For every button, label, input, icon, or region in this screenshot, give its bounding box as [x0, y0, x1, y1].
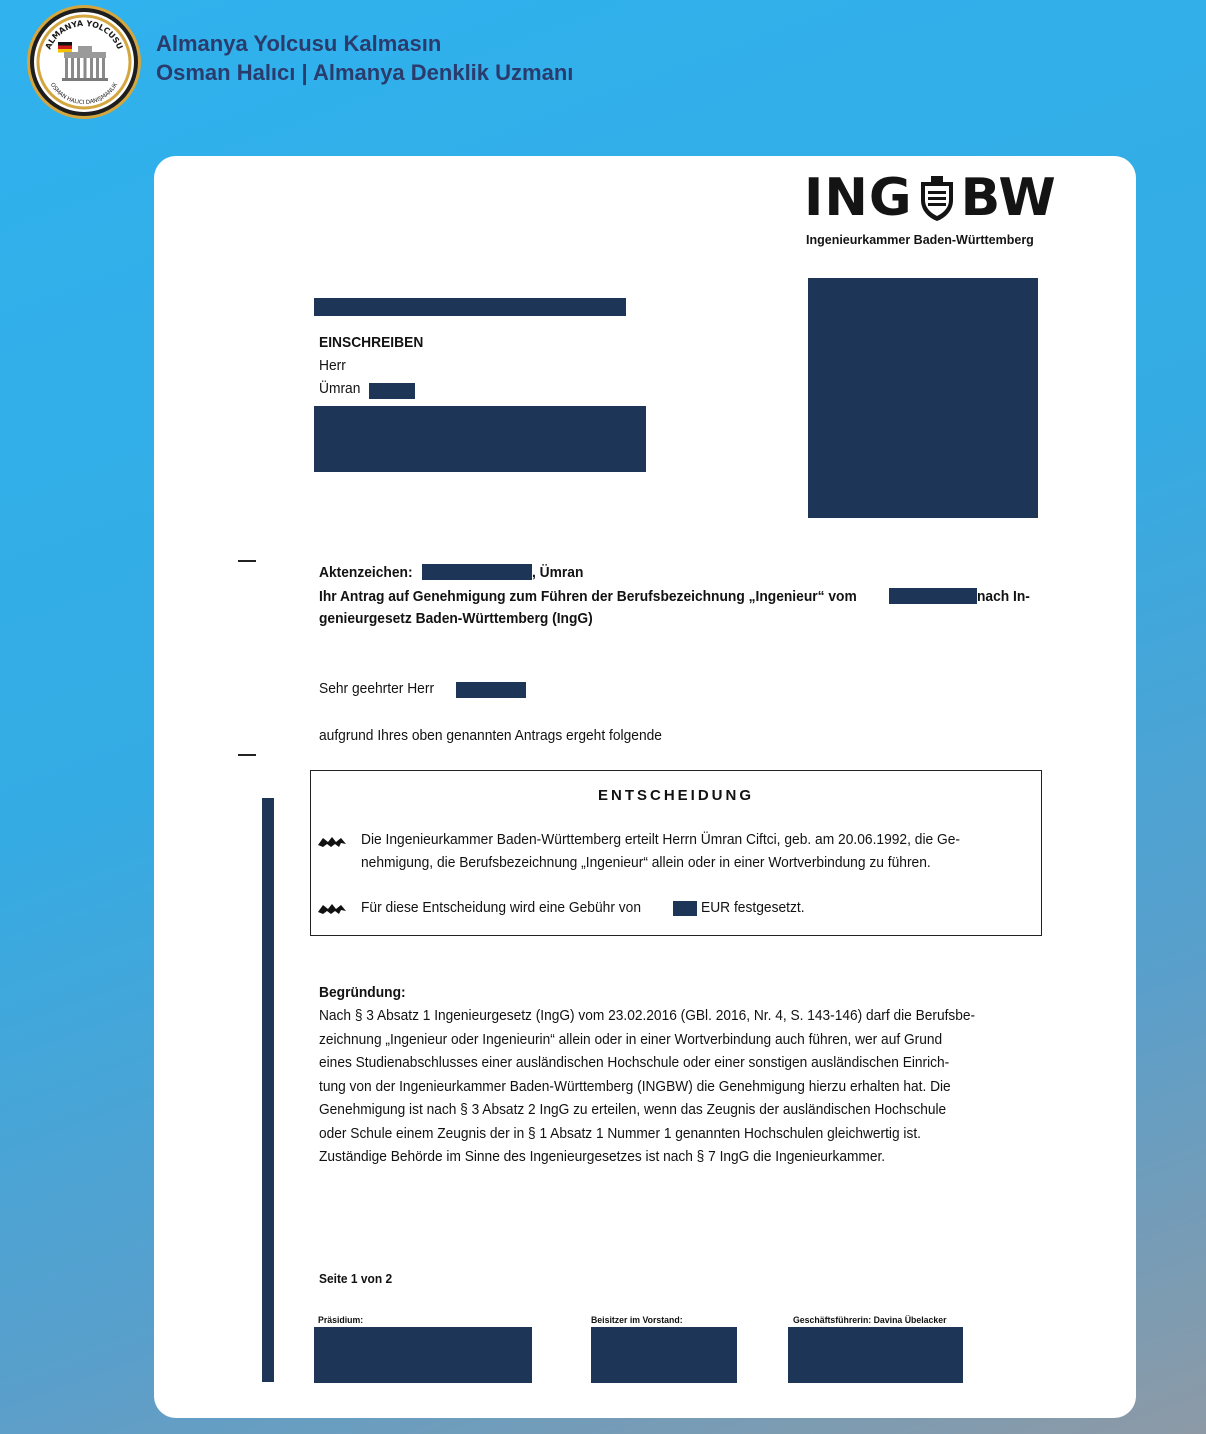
reasoning-line: Nach § 3 Absatz 1 Ingenieurgesetz (IngG) vom 23.02.2016 (GBl. 2016, Nr. 4, S. 143-146) darf die Berufsbe- [319, 1007, 976, 1024]
greeting: Sehr geehrter Herr [319, 680, 435, 697]
reasoning-line: oder Schule einem Zeugnis der in § 1 Absatz 1 Nummer 1 genannten Hochschulen gleichwertig ist. [319, 1124, 921, 1142]
redacted-board-names [591, 1327, 737, 1383]
recipient-title: Herr [319, 357, 346, 374]
subject-line-1-end: nach In- [977, 588, 1030, 605]
fold-mark [238, 560, 256, 562]
brand-left: ING [804, 168, 913, 228]
reference-label: Aktenzeichen: [319, 564, 413, 581]
brand-subtitle: Ingenieurkammer Baden-Württemberg [806, 233, 1034, 247]
recipient-first-name: Ümran [319, 380, 361, 397]
reasoning-line: eines Studienabschlusses einer ausländischen Hochschule oder einer sonstigen ausländischen Einrich- [319, 1054, 950, 1071]
redacted-address [314, 406, 646, 472]
channel-title: Almanya Yolcusu Kalmasın [156, 31, 442, 56]
decision-item-1-line-1: Die Ingenieurkammer Baden-Württemberg erteilt Herrn Ümran Ciftci, geb. am 20.06.1992, die Ge- [361, 831, 961, 848]
reasoning-heading: Begründung: [319, 984, 406, 1001]
redacted-reference-number [422, 564, 532, 580]
redacted-sender-line [314, 298, 626, 316]
channel-subtitle: Osman Halıcı | Almanya Denklik Uzmanı [156, 60, 574, 85]
reasoning-line: zeichnung „Ingenieur oder Ingenieurin“ allein oder in einer Wortverbindung auch führen, wer auf Grund [319, 1030, 943, 1048]
letter-scan [154, 156, 1136, 1418]
brandenburg-gate-icon [34, 12, 134, 112]
reasoning-line: Genehmigung ist nach § 3 Absatz 2 IngG zu erteilen, wenn das Zeugnis der ausländischen Hochschule [319, 1101, 947, 1118]
redacted-greeting-name [456, 682, 526, 698]
redacted-fee-amount [673, 901, 697, 916]
decision-item-2-part-2: EUR festgesetzt. [701, 899, 805, 916]
fold-mark [238, 754, 256, 756]
redacted-margin-bar [262, 798, 274, 1382]
decision-item-1-line-2: nehmigung, die Berufsbezeichnung „Ingenieur“ allein oder in einer Wortverbindung zu führen. [361, 854, 931, 871]
lion-bullet-icon [317, 835, 347, 849]
reasoning-line: Zuständige Behörde im Sinne des Ingenieurgesetzes ist nach § 7 IngG die Ingenieurkammer. [319, 1148, 886, 1165]
mail-type: EINSCHREIBEN [319, 334, 424, 351]
decision-box [310, 770, 1042, 936]
logo-ring-text-bottom: OSMAN HALICI DANIŞMANLIK [48, 82, 120, 107]
reference-suffix: , Ümran [532, 564, 584, 581]
reasoning-line: tung von der Ingenieurkammer Baden-Württemberg (INGBW) die Genehmigung hierzu erhalten hat. Die [319, 1077, 951, 1095]
redacted-director-details [788, 1327, 963, 1383]
coat-of-arms-icon [917, 175, 957, 221]
page-indicator: Seite 1 von 2 [319, 1271, 393, 1286]
redacted-presidium-names [314, 1327, 532, 1383]
subject-line-2: genieurgesetz Baden-Württemberg (IngG) [319, 610, 593, 627]
reasoning-paragraph [319, 1004, 1039, 1169]
decision-item-2-part-1: Für diese Entscheidung wird eine Gebühr von [361, 899, 641, 916]
redacted-contact-block [808, 278, 1038, 518]
footer-presidium-label: Präsidium: [318, 1315, 364, 1326]
ingbw-logo [804, 168, 1057, 228]
brand-logo [30, 8, 138, 116]
decision-title: ENTSCHEIDUNG [597, 787, 754, 804]
document-card [154, 156, 1136, 1418]
logo-ring-text-top: ALMANYA YOLCUSU [43, 18, 125, 51]
footer-board-label: Beisitzer im Vorstand: [591, 1315, 683, 1326]
intro-text: aufgrund Ihres oben genannten Antrags ergeht folgende [319, 727, 662, 744]
lion-bullet-icon [317, 902, 347, 916]
subject-line-1: Ihr Antrag auf Genehmigung zum Führen der Berufsbezeichnung „Ingenieur“ vom [319, 588, 857, 605]
footer-director-label: Geschäftsführerin: Davina Übelacker [793, 1315, 947, 1326]
brand-right: BW [960, 168, 1057, 228]
redacted-surname [369, 383, 415, 399]
redacted-application-date [889, 588, 977, 604]
